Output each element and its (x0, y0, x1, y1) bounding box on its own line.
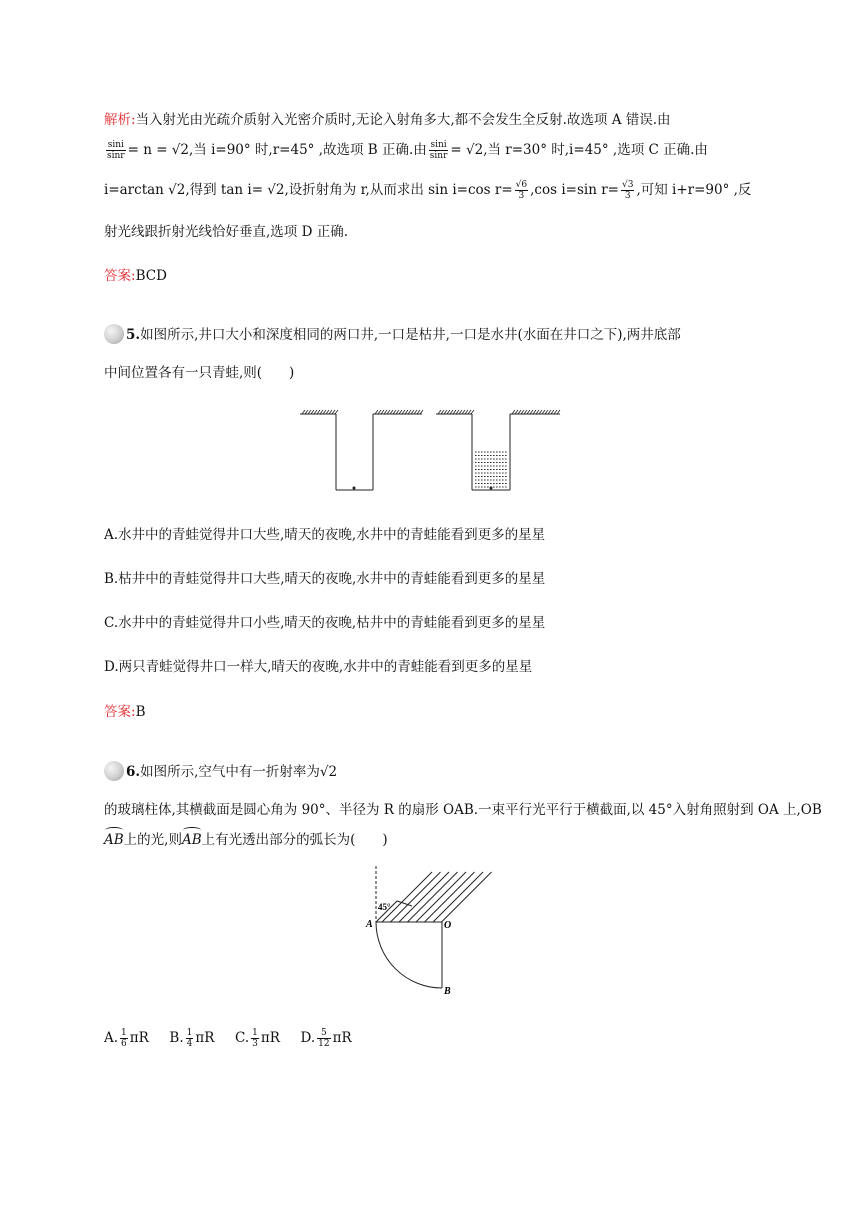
q6-option-b: B. $\frac{1}{4}$ πR (169, 1028, 215, 1049)
fraction-sqrt3-3: $\frac{√3}{3}$ (621, 180, 634, 201)
answer-1-label: 答案: (104, 268, 136, 284)
q5-option-a: A.水井中的青蛙觉得井口大些,晴天的夜晚,水井中的青蛙能看到更多的星星 (104, 527, 546, 543)
point-o-label: O (444, 920, 452, 931)
arc-ab-2: AB (181, 832, 202, 848)
q6-text-1: 如图所示,空气中有一折射率为√2 (140, 764, 338, 780)
q5-line-1 (104, 325, 681, 346)
q5-line-2 (104, 363, 294, 383)
q6-text-3d: 上有光透出部分的弧长为( ) (201, 832, 388, 848)
angle-label: 45° (378, 902, 391, 912)
point-a-label: A (366, 919, 373, 930)
q5-option-d: D.两只青蛙觉得井口一样大,晴天的夜晚,水井中的青蛙能看到更多的星星 (104, 659, 533, 675)
analysis-text-1: 当入射光由光疏介质射入光密介质时,无论入射角多大,都不会发生全反射.故选项 A 错误.由 (135, 112, 671, 128)
sector-figure (364, 866, 498, 998)
analysis-line-1 (104, 110, 671, 130)
analysis-text-4: 射光线跟折射光线恰好垂直,选项 D 正确. (104, 224, 348, 240)
question-badge-icon-2 (104, 761, 124, 781)
frog-right-icon (490, 487, 493, 490)
answer-2 (104, 702, 145, 722)
q6-line-3 (104, 830, 388, 850)
q5-text-2: 中间位置各有一只青蛙,则( ) (104, 365, 295, 381)
q6-options (104, 1028, 352, 1049)
analysis-line-2 (104, 140, 708, 161)
analysis-text-3b: ,cos i=sin r= (530, 182, 619, 198)
q5-option-b: B.枯井中的青蛙觉得井口大些,晴天的夜晚,水井中的青蛙能看到更多的星星 (104, 571, 546, 587)
analysis-label: 解析: (104, 112, 136, 128)
answer-2-label: 答案: (104, 704, 136, 720)
q6-text-2: 的玻璃柱体,其横截面是圆心角为 90°、半径为 R 的扇形 OAB.一束平行光平行于横截面,以 45°入射角照射到 OA 上,OB (104, 802, 822, 818)
fraction-sini-sinr-2: $\frac{\sin i}{\sin r}$ (429, 140, 448, 161)
analysis-text-2a: = n = √2,当 i=90° 时,r=45° ,故选项 B 正确.由 (127, 142, 427, 158)
q5-option-c: C.水井中的青蛙觉得井口小些,晴天的夜晚,枯井中的青蛙能看到更多的星星 (104, 615, 546, 631)
q6-line-2 (104, 800, 822, 820)
q6-line-1 (104, 762, 337, 783)
q6-option-c: C. $\frac{1}{3}$ πR (235, 1028, 280, 1049)
q5-number: 5. (126, 327, 141, 343)
q6-option-a: A. $\frac{1}{6}$ πR (104, 1028, 149, 1049)
fraction-sqrt6-3: $\frac{√6}{3}$ (515, 180, 528, 201)
q6-text-3b: 上的光,则 (123, 832, 182, 848)
analysis-line-4 (104, 222, 348, 242)
q5-text-1: 如图所示,井口大小和深度相同的两口井,一口是枯井,一口是水井(水面在井口之下),两井底部 (140, 327, 681, 343)
q6-number: 6. (126, 764, 141, 780)
wells-figure (296, 408, 566, 494)
fraction-sini-sinr: $\frac{\sin i}{\sin r}$ (107, 140, 125, 161)
analysis-text-3a: i=arctan √2,得到 tan i= √2,设折射角为 r,从而求出 sin i=cos r= (104, 182, 513, 198)
answer-1 (104, 266, 167, 286)
answer-2-value: B (135, 704, 146, 720)
analysis-line-3 (104, 180, 751, 201)
arc-ab-1: AB (104, 832, 124, 848)
question-badge-icon (104, 324, 124, 344)
frog-left-icon (353, 487, 356, 490)
answer-1-value: BCD (135, 268, 167, 284)
analysis-text-3c: ,可知 i+r=90° ,反 (636, 182, 752, 198)
q6-option-d: D. $\frac{5}{12}$ πR (300, 1028, 352, 1049)
analysis-text-2b: = √2,当 r=30° 时,i=45° ,选项 C 正确.由 (450, 142, 708, 158)
point-b-label: B (444, 986, 451, 997)
